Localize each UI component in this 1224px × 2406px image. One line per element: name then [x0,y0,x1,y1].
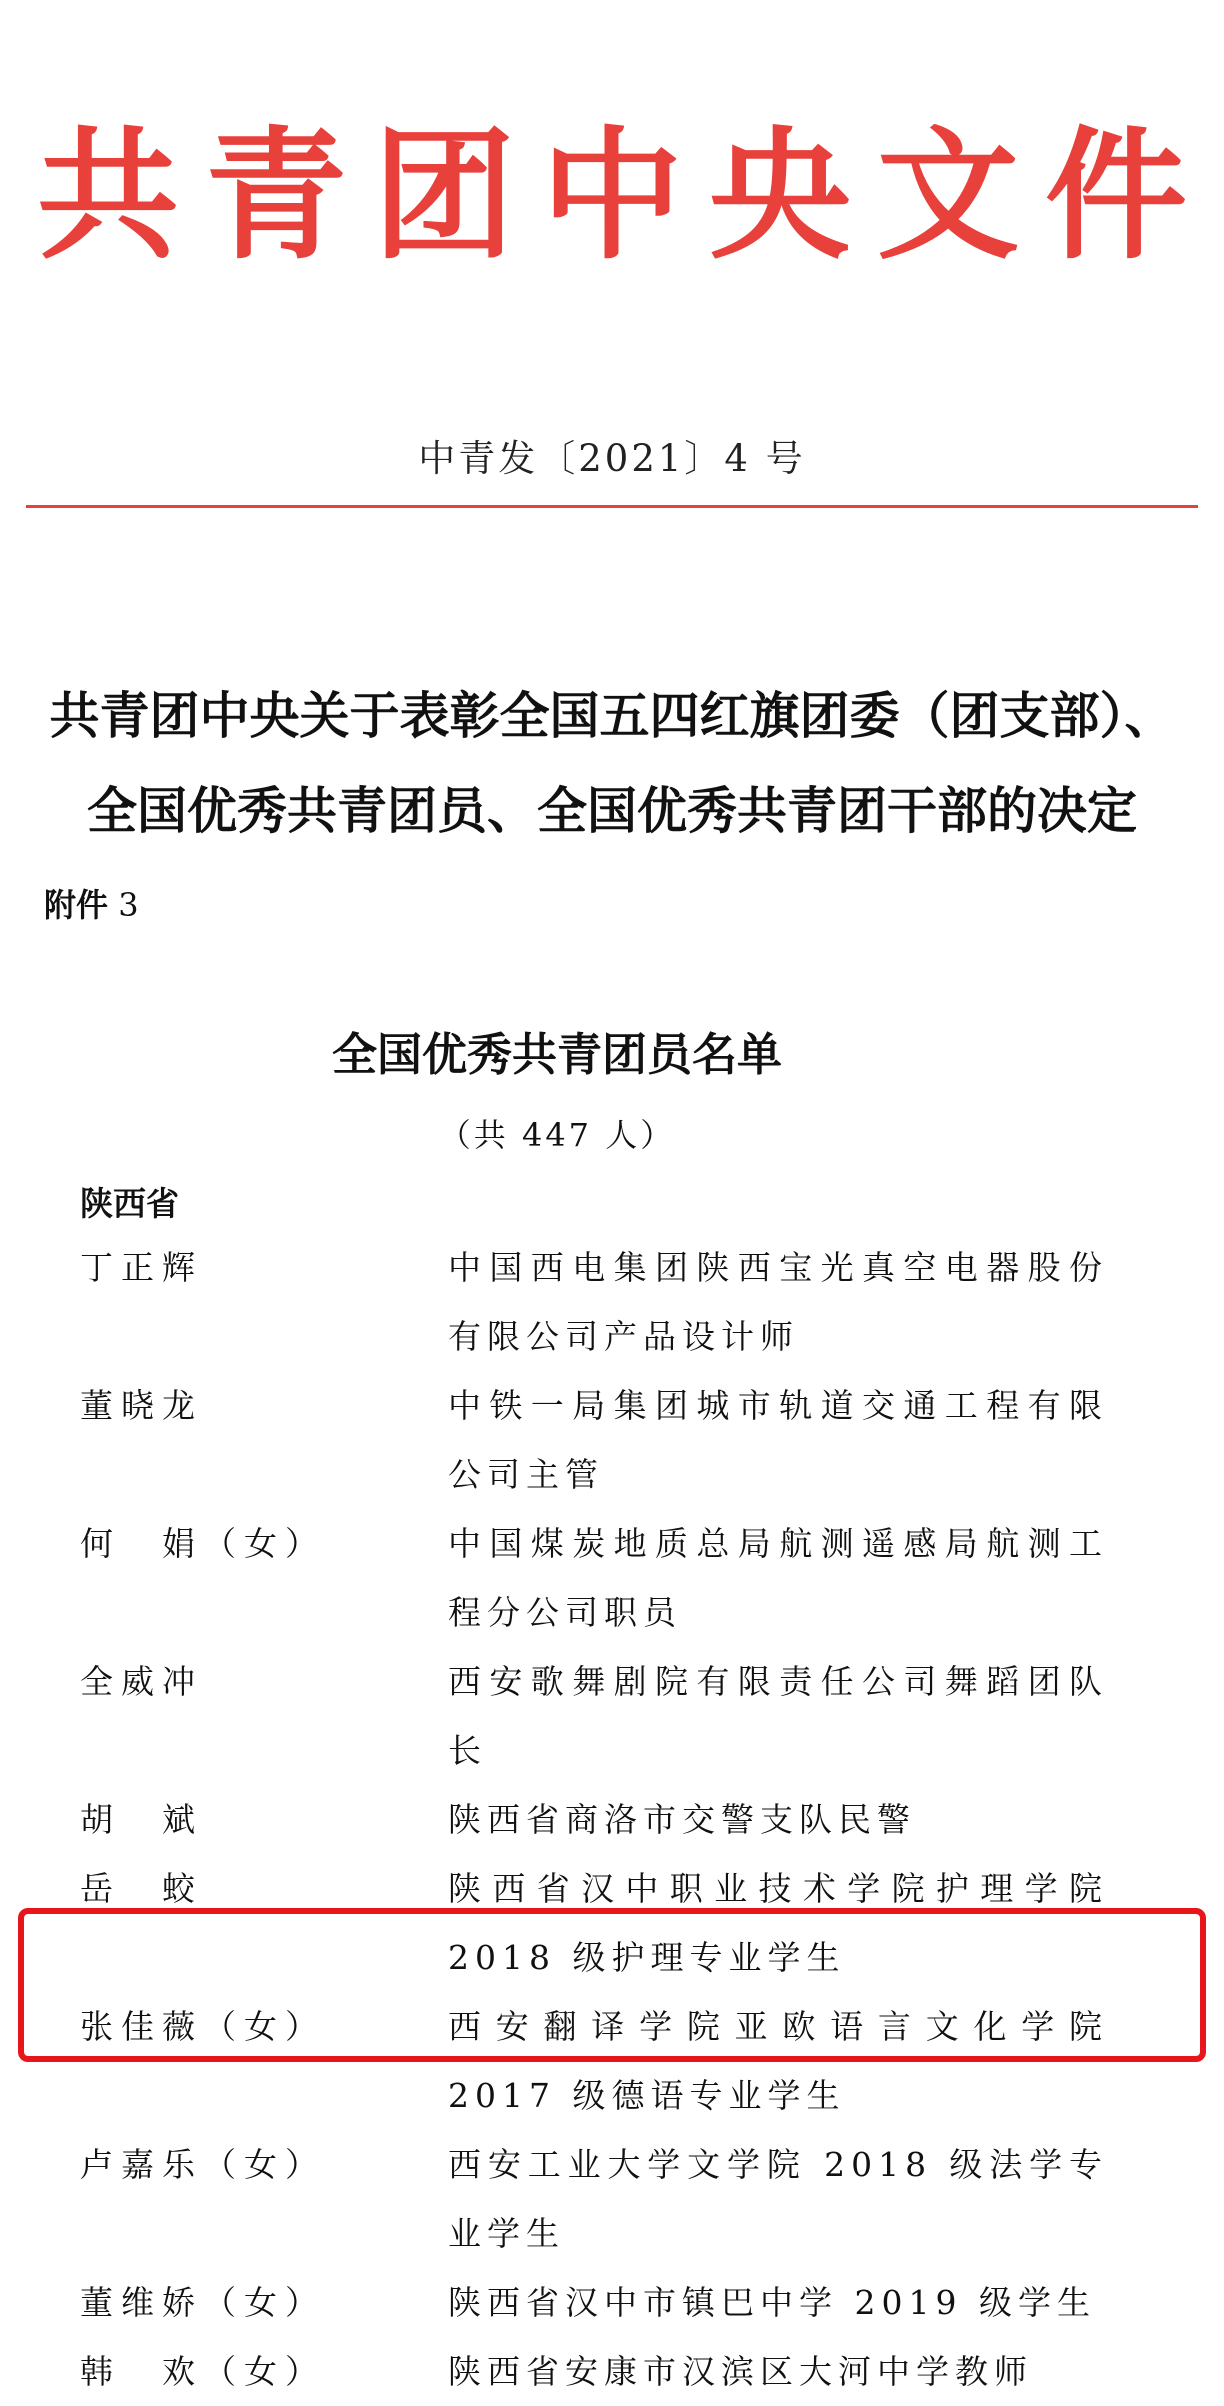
honoree-organization: 中国西电集团陕西宝光真空电器股份有限公司产品设计师 [448,1248,1108,1356]
honoree-name: 董晓龙 [80,1386,203,1425]
highlight-annotation-box [18,1908,1206,2062]
list-item [0,1509,1224,1647]
honoree-name: 董维娇（女） [80,2283,326,2322]
attachment-number: 3 [118,886,139,924]
red-divider-line [26,505,1198,508]
honoree-organization: 西安歌舞剧院有限责任公司舞蹈团队长 [448,1662,1108,1770]
list-title: 全国优秀共青团员名单 [331,1028,782,1081]
attachment-word: 附件 [44,886,109,924]
honoree-organization: 西安工业大学文学院 2018 级法学专业学生 [448,2145,1108,2253]
list-item [0,1371,1224,1509]
list-count: （共 447 人） [438,1116,676,1154]
honoree-organization: 陕西省汉中市镇巴中学 2019 级学生 [448,2283,1096,2322]
honoree-organization: 中铁一局集团城市轨道交通工程有限公司主管 [448,1386,1108,1494]
list-item [0,2268,1224,2337]
decision-title-line-2: 全国优秀共青团员、全国优秀共青团干部的决定 [87,781,1137,840]
letterhead-title: 共青团中央文件 [37,113,1213,279]
honoree-name: 胡 斌 [80,1800,203,1839]
honoree-name: 全威冲 [80,1662,203,1701]
list-item [0,1233,1224,1371]
honoree-name: 岳 蛟 [80,1869,203,1908]
list-item [0,2130,1224,2268]
list-item [0,2337,1224,2406]
honoree-organization: 陕西省汉中职业技术学院护理学院 2018 级护理专业学生 [448,1869,1108,1977]
list-item [0,1785,1224,1854]
honoree-organization: 中国煤炭地质总局航测遥感局航测工程分公司职员 [448,1524,1108,1632]
honoree-organization: 陕西省安康市汉滨区大河中学教师 [448,2352,1033,2391]
honoree-name: 何 娟（女） [80,1524,326,1563]
honoree-name: 韩 欢（女） [80,2352,326,2391]
attachment-label [44,880,139,926]
list-item [0,1647,1224,1785]
honoree-name: 卢嘉乐（女） [80,2145,326,2184]
honoree-name: 张佳薇（女） [80,2007,326,2046]
decision-title [0,668,1224,858]
honoree-name: 丁正辉 [80,1248,203,1287]
honoree-organization: 西安翻译学院亚欧语言文化学院 2017 级德语专业学生 [448,2007,1108,2115]
honoree-organization: 陕西省商洛市交警支队民警 [448,1800,916,1839]
honoree-list [0,1233,1224,2406]
document-number: 中青发〔2021〕4 号 [418,437,806,480]
decision-title-line-1: 共青团中央关于表彰全国五四红旗团委（团支部）、 [49,686,1175,745]
province-heading: 陕西省 [80,1184,179,1223]
